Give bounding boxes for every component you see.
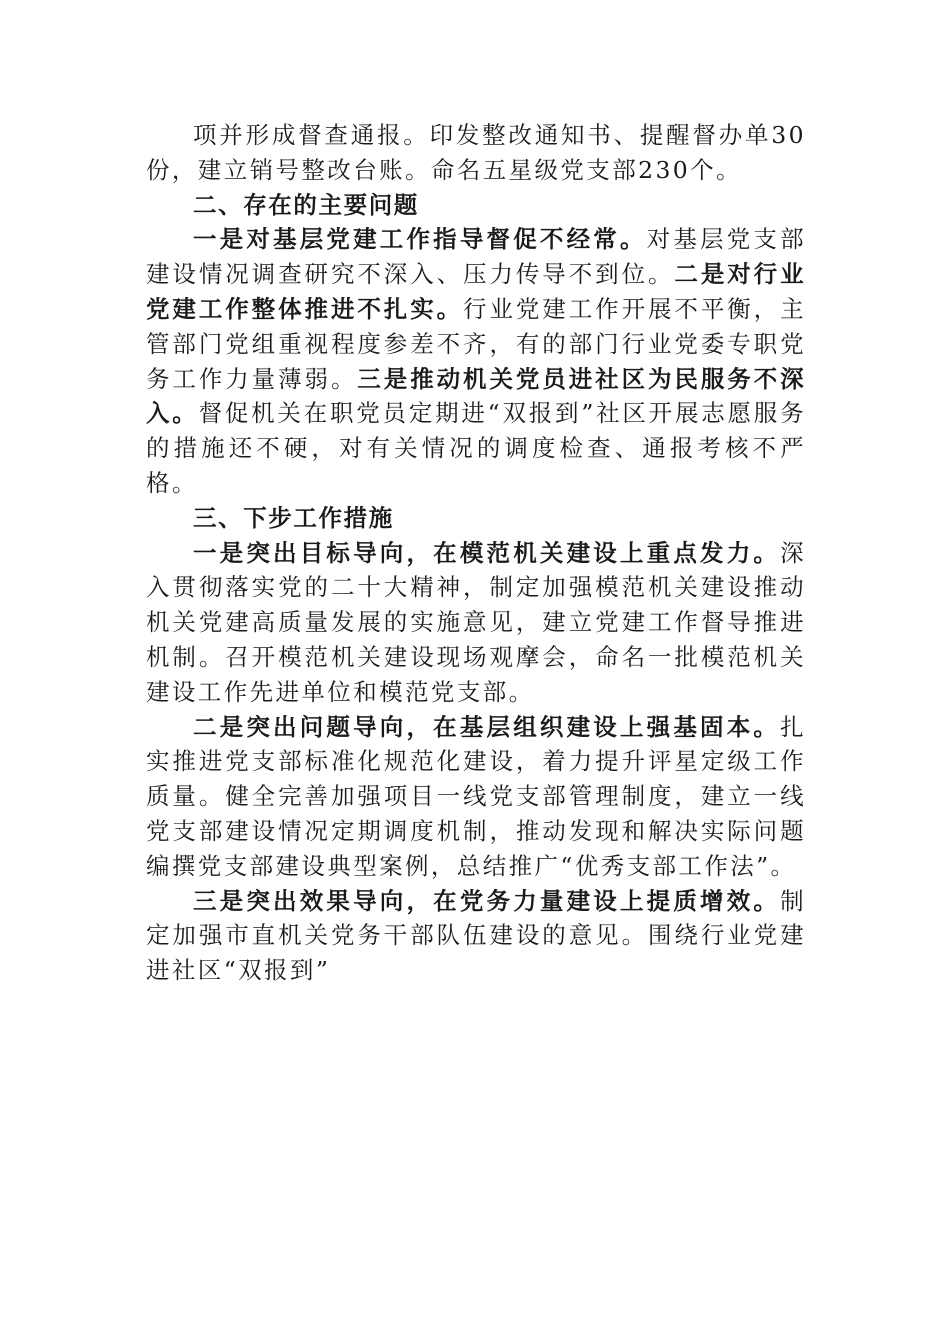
paragraph-lead: 二是突出问题导向，在基层组织建设上强基固本。 (193, 712, 781, 741)
paragraph-lead: 一是对基层党建工作指导督促不经常。 (193, 225, 647, 254)
section-heading-problems: 二、存在的主要问题 (193, 190, 419, 219)
document-body (146, 118, 806, 988)
paragraph-continuation (146, 118, 806, 188)
paragraph-text: 对基层党支部建设情况调查研究不深入、压力传导不到位。 (146, 225, 806, 289)
paragraph-measure-3 (146, 884, 806, 988)
paragraph-text: 扎实推进党支部标准化规范化建设，着力提升评星定级工作质量。健全完善加强项目一线党支部管理制度，建立一线党支部建设情况定期调度机制，推动发现和解决实际问题编撰党支部建设典型案例，总结推广“优秀支部工作法”。 (146, 712, 806, 880)
paragraph-measure-1 (146, 536, 806, 710)
paragraph-lead: 一是突出目标导向，在模范机关建设上重点发力。 (193, 538, 781, 567)
paragraph-text: 行业党建工作开展不平衡，主管部门党组重视程度参差不齐，有的部门行业党委专职党务工作力量薄弱。 (146, 294, 806, 393)
paragraph-lead: 二是对行业党建工作整体推进不扎实。 (146, 260, 807, 323)
paragraph-text: 项并形成督查通报。印发整改通知书、提醒督办单30份，建立销号整改台账。命名五星级党支部230个。 (146, 121, 806, 184)
section-heading-measures: 三、下步工作措施 (193, 503, 394, 532)
paragraph-text: 督促机关在职党员定期进“双报到”社区开展志愿服务的措施还不硬，对有关情况的调度检查、通报考核不严格。 (146, 399, 806, 497)
paragraph-measure-2 (146, 710, 806, 884)
paragraph-text: 深入贯彻落实党的二十大精神，制定加强模范机关建设推动机关党建高质量发展的实施意见，建立党建工作督导推进机制。召开模范机关建设现场观摩会，命名一批模范机关建设工作先进单位和模范党支部。 (146, 538, 806, 706)
paragraph-lead: 三是推动机关党员进社区为民服务不深入。 (146, 364, 806, 428)
paragraph-text: 制定加强市直机关党务干部队伍建设的意见。围绕行业党建进社区“双报到” (146, 886, 806, 985)
paragraph-problems (146, 222, 806, 500)
paragraph-lead: 三是突出效果导向，在党务力量建设上提质增效。 (193, 886, 781, 915)
